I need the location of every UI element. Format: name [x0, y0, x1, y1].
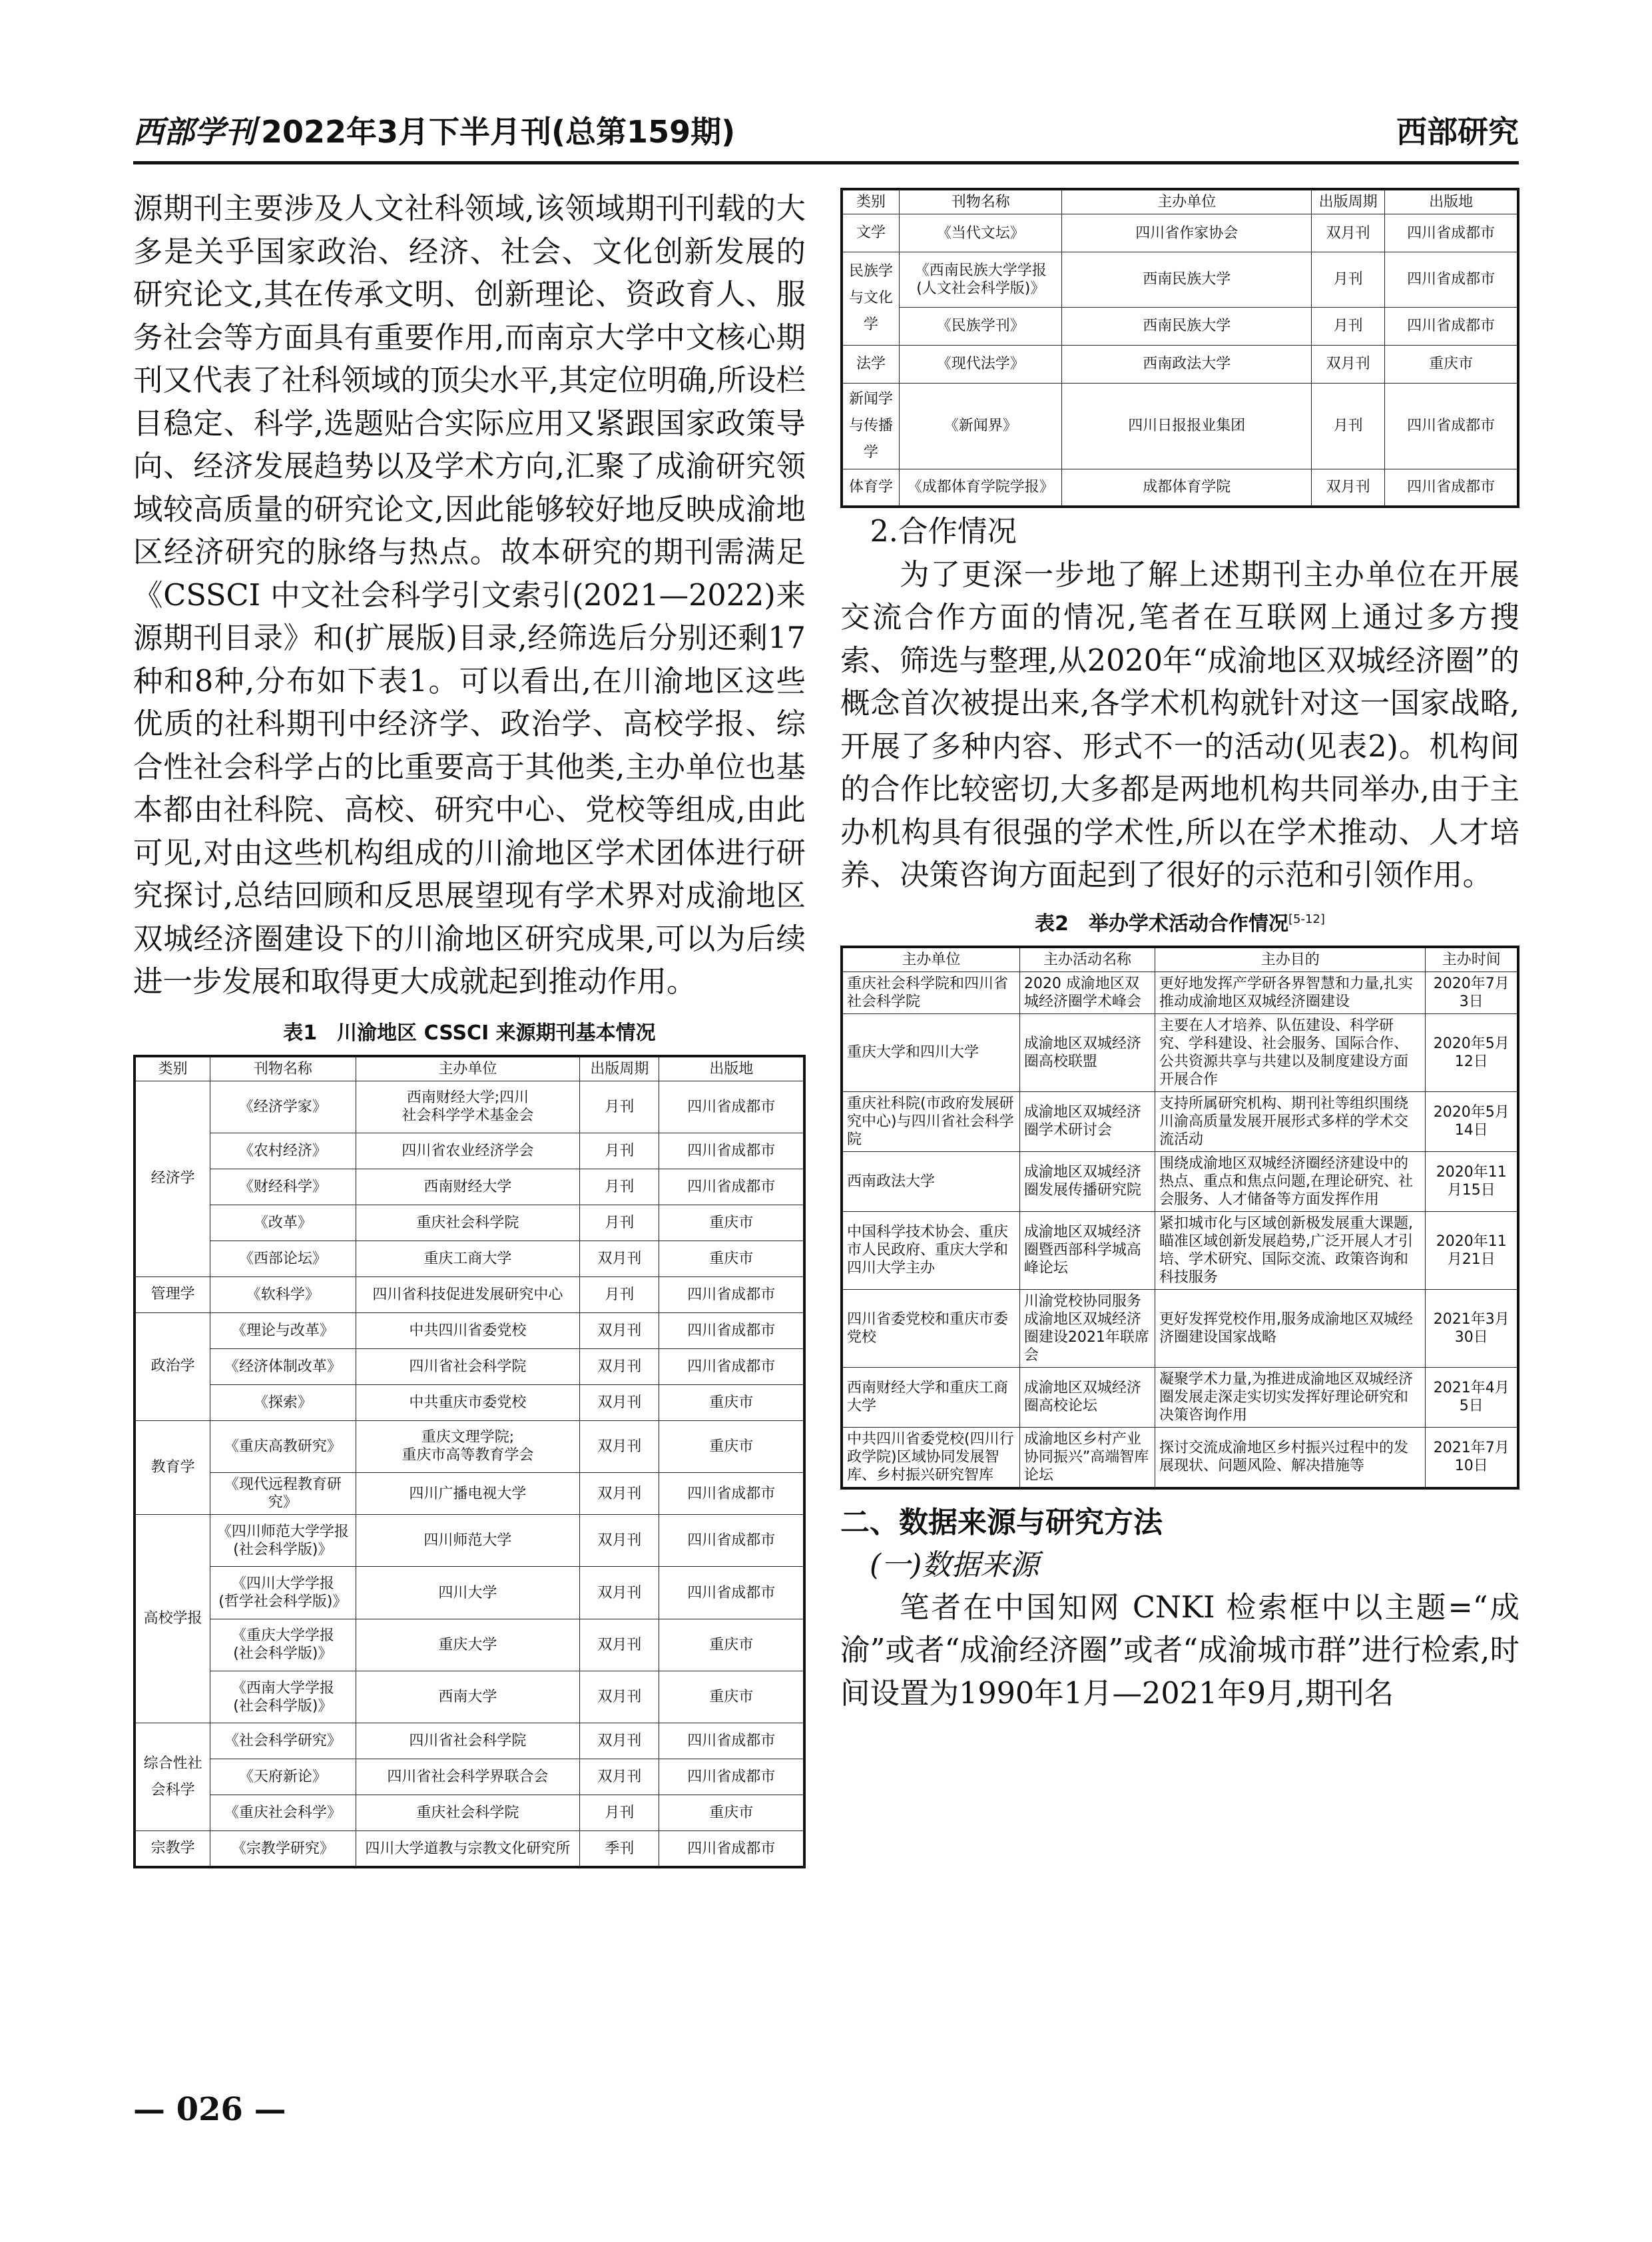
column-header: 出版周期 — [580, 1056, 659, 1081]
table-row — [842, 1367, 1518, 1427]
table-cell: 2020年5月14日 — [1426, 1091, 1518, 1151]
category-cell: 高校学报 — [135, 1515, 210, 1723]
table-cell: 双月刊 — [580, 1312, 659, 1348]
body-paragraph: 为了更深一步地了解上述期刊主办单位在开展交流合作方面的情况,笔者在互联网上通过多方搜索、筛选与整理,从2020年“成渝地区双城经济圈”的概念首次被提出来,各学术机构就针对这一国家战略,开展了多种内容、形式不一的活动(见表2)。机构间的合作比较密切,大多都是两地机构共同举办,由于主办机构具有很强的学术性,所以在学术推动、人才培养、决策咨询方面起到了很好的示范和引领作用。 — [840, 557, 1519, 893]
table-row — [135, 1133, 804, 1169]
table-cell: 成渝地区双城经济圈学术研讨会 — [1019, 1091, 1155, 1151]
table-cell: 《天府新论》 — [210, 1759, 356, 1795]
column-name: 西部研究 — [1396, 114, 1519, 150]
table-cell: 四川日报报业集团 — [1062, 383, 1312, 469]
table-row — [135, 1420, 804, 1472]
table-cell: 凝聚学术力量,为推进成渝地区双城经济圈发展走深走实切实发挥好理论研究和决策咨询作用 — [1155, 1367, 1426, 1427]
table-cell: 月刊 — [580, 1205, 659, 1241]
table-cell: 季刊 — [580, 1831, 659, 1867]
table-cell: 重庆工商大学 — [356, 1241, 580, 1276]
table-cell: 《重庆社会科学》 — [210, 1795, 356, 1831]
category-cell: 管理学 — [135, 1276, 210, 1312]
table-row — [842, 1211, 1518, 1289]
table-cell: 支持所属研究机构、期刊社等组织围绕川渝高质量发展开展形式多样的学术交流活动 — [1155, 1091, 1426, 1151]
table-cell: 四川省成都市 — [659, 1312, 804, 1348]
table-cell: 月刊 — [580, 1081, 659, 1133]
table-cell: 中共四川省委党校 — [356, 1312, 580, 1348]
table-cell: 重庆市 — [659, 1671, 804, 1723]
table-cell: 双月刊 — [1312, 469, 1385, 507]
table1 — [133, 1055, 806, 1868]
table-cell: 《西部论坛》 — [210, 1241, 356, 1276]
table-cell: 四川省委党校和重庆市委党校 — [842, 1289, 1019, 1367]
table-cell: 西南政法大学 — [842, 1151, 1019, 1211]
table-cell: 2020年7月3日 — [1426, 972, 1518, 1013]
table-cell: 双月刊 — [580, 1567, 659, 1619]
table2-citation: [5-12] — [1288, 912, 1325, 926]
table-cell: 双月刊 — [580, 1759, 659, 1795]
body-paragraph: 源期刊主要涉及人文社科领域,该领域期刊刊载的大多是关乎国家政治、经济、社会、文化创新发展的研究论文,其在传承文明、创新理论、资政育人、服务社会等方面具有重要作用,而南京大学中文核心期刊又代表了社科领域的顶尖水平,其定位明确,所设栏目稳定、科学,选题贴合实际应用又紧跟国家政策导向、经济发展趋势以及学术方向,汇聚了成渝研究领域较高质量的研究论文,因此能够较好地反映成渝地区经济研究的脉络与热点。故本研究的期刊需满足《CSSCI 中文社会科学引文索引(2021—2022)来源期刊目录》和(扩展版)目录,经筛选后分别还剩17种和8种,分布如下表1。可以看出,在川渝地区这些优质的社科期刊中经济学、政治学、高校学报、综合性社会科学占的比重要高于其他类,主办单位也基本都由社科院、高校、研究中心、党校等组成,由此可见,对由这些机构组成的川渝地区学术团体进行研究探讨,总结回顾和反思展望现有学术界对成渝地区双城经济圈建设下的川渝地区研究成果,可以为后续进一步发展和取得更大成就起到推动作用。 — [133, 192, 806, 999]
table-row — [842, 383, 1518, 469]
table-cell: 四川省成都市 — [659, 1133, 804, 1169]
table-cell: 双月刊 — [580, 1671, 659, 1723]
table-cell: 重庆社会科学院和四川省社会科学院 — [842, 972, 1019, 1013]
table-row — [842, 1091, 1518, 1151]
table-cell: 四川大学道教与宗教文化研究所 — [356, 1831, 580, 1867]
table-cell: 《经济体制改革》 — [210, 1348, 356, 1384]
table-cell: 双月刊 — [580, 1473, 659, 1515]
category-cell: 政治学 — [135, 1312, 210, 1420]
table-row — [842, 1151, 1518, 1211]
table-header-row — [135, 1056, 804, 1081]
table-cell: 2021年4月5日 — [1426, 1367, 1518, 1427]
table-cell: 《探索》 — [210, 1384, 356, 1420]
table-cell: 双月刊 — [580, 1723, 659, 1759]
column-header: 主办单位 — [356, 1056, 580, 1081]
table-cell: 重庆市 — [659, 1205, 804, 1241]
table-row — [842, 1013, 1518, 1091]
subheading-cooperation: 2.合作情况 — [870, 515, 1017, 549]
column-header: 刊物名称 — [900, 189, 1062, 214]
category-cell: 民族学与文化学 — [842, 252, 900, 346]
category-cell: 教育学 — [135, 1420, 210, 1514]
table-cell: 月刊 — [580, 1169, 659, 1205]
table-cell: 《宗教学研究》 — [210, 1831, 356, 1867]
table-row — [842, 469, 1518, 507]
table-row — [135, 1671, 804, 1723]
left-column — [133, 188, 806, 1868]
table-cell: 四川省成都市 — [1385, 252, 1518, 308]
table-cell: 四川省成都市 — [659, 1515, 804, 1567]
table-cell: 重庆市 — [659, 1420, 804, 1472]
table-cell: 西南政法大学 — [1062, 345, 1312, 383]
table-cell: 主要在人才培养、队伍建设、科学研究、学科建设、社会服务、国际合作、公共资源共享与共建以及制度建设方面开展合作 — [1155, 1013, 1426, 1091]
table-cell: 四川省成都市 — [1385, 383, 1518, 469]
subsection-heading: (一)数据来源 — [870, 1547, 1039, 1582]
table-cell: 四川省社会科学院 — [356, 1348, 580, 1384]
table-cell: 四川师范大学 — [356, 1515, 580, 1567]
table-cell: 成渝地区双城经济圈发展传播研究院 — [1019, 1151, 1155, 1211]
table-row — [135, 1619, 804, 1671]
table-cell: 《成都体育学院学报》 — [900, 469, 1062, 507]
table-cell: 双月刊 — [580, 1348, 659, 1384]
column-header: 主办单位 — [1062, 189, 1312, 214]
body-paragraph: 笔者在中国知网 CNKI 检索框中以主题=“成渝”或者“成渝经济圈”或者“成渝城市群”进行检索,时间设置为1990年1月—2021年9月,期刊名 — [840, 1590, 1519, 1711]
journal-logo: 西部学刊 — [133, 114, 256, 150]
table2-caption — [840, 907, 1519, 936]
table-header-row — [842, 947, 1518, 972]
table-row — [135, 1723, 804, 1759]
column-header: 出版周期 — [1312, 189, 1385, 214]
table-cell: 《社会科学研究》 — [210, 1723, 356, 1759]
table1-continued — [840, 188, 1519, 508]
table-cell: 四川省成都市 — [1385, 307, 1518, 345]
table-cell: 《西南大学学报 (社会科学版)》 — [210, 1671, 356, 1723]
table-cell: 四川省农业经济学会 — [356, 1133, 580, 1169]
table-cell: 中共四川省委党校(四川行政学院)区域协同发展智库、乡村振兴研究智库 — [842, 1427, 1019, 1488]
column-header: 主办单位 — [842, 947, 1019, 972]
column-header: 主办活动名称 — [1019, 947, 1155, 972]
table-row — [842, 307, 1518, 345]
table-cell: 《理论与改革》 — [210, 1312, 356, 1348]
table-cell: 四川省成都市 — [659, 1169, 804, 1205]
table-cell: 四川大学 — [356, 1567, 580, 1619]
table-cell: 双月刊 — [580, 1241, 659, 1276]
table-cell: 成渝地区双城经济圈暨西部科学城高峰论坛 — [1019, 1211, 1155, 1289]
table-row — [135, 1241, 804, 1276]
table-cell: 四川省作家协会 — [1062, 214, 1312, 252]
category-cell: 文学 — [842, 214, 900, 252]
column-header: 出版地 — [1385, 189, 1518, 214]
category-cell: 宗教学 — [135, 1831, 210, 1867]
table-cell: 双月刊 — [580, 1420, 659, 1472]
table-cell: 中国科学技术协会、重庆市人民政府、重庆大学和四川大学主办 — [842, 1211, 1019, 1289]
table-cell: 四川省成都市 — [659, 1348, 804, 1384]
table-cell: 《改革》 — [210, 1205, 356, 1241]
table-row — [842, 345, 1518, 383]
category-cell: 经济学 — [135, 1081, 210, 1276]
table-cell: 四川省成都市 — [659, 1276, 804, 1312]
table-cell: 四川省成都市 — [659, 1759, 804, 1795]
page-number: — 026 — — [133, 2091, 286, 2128]
table-cell: 西南民族大学 — [1062, 307, 1312, 345]
table-cell: 《重庆高教研究》 — [210, 1420, 356, 1472]
table-cell: 重庆市 — [659, 1241, 804, 1276]
table-row — [842, 214, 1518, 252]
table-cell: 《软科学》 — [210, 1276, 356, 1312]
table-cell: 西南财经大学和重庆工商大学 — [842, 1367, 1019, 1427]
table-cell: 2020年11月15日 — [1426, 1151, 1518, 1211]
table-cell: 四川省成都市 — [659, 1723, 804, 1759]
running-header — [133, 108, 1519, 164]
table-row — [135, 1473, 804, 1515]
table-cell: 双月刊 — [580, 1515, 659, 1567]
table-cell: 《新闻界》 — [900, 383, 1062, 469]
table-cell: 2020 成渝地区双城经济圈学术峰会 — [1019, 972, 1155, 1013]
table-cell: 双月刊 — [1312, 345, 1385, 383]
table-cell: 重庆大学和四川大学 — [842, 1013, 1019, 1091]
table-cell: 《农村经济》 — [210, 1133, 356, 1169]
table-cell: 四川省科技促进发展研究中心 — [356, 1276, 580, 1312]
table-row — [135, 1759, 804, 1795]
table-cell: 2020年11月21日 — [1426, 1211, 1518, 1289]
table-cell: 四川省成都市 — [659, 1081, 804, 1133]
issue-info: 2022年3月下半月刊(总第159期) — [261, 114, 736, 150]
table-row — [135, 1205, 804, 1241]
table-cell: 重庆市 — [659, 1795, 804, 1831]
table-cell: 西南大学 — [356, 1671, 580, 1723]
table-cell: 围绕成渝地区双城经济圈经济建设中的热点、重点和焦点问题,在理论研究、社会服务、人才储备等方面发挥作用 — [1155, 1151, 1426, 1211]
table-cell: 重庆社会科学院 — [356, 1205, 580, 1241]
table-row — [135, 1567, 804, 1619]
table-cell: 《四川师范大学学报 (社会科学版)》 — [210, 1515, 356, 1567]
table-cell: 月刊 — [580, 1133, 659, 1169]
table-cell: 成都体育学院 — [1062, 469, 1312, 507]
table-row — [135, 1384, 804, 1420]
header-left — [133, 108, 735, 152]
table-cell: 《重庆大学学报 (社会科学版)》 — [210, 1619, 356, 1671]
category-cell: 法学 — [842, 345, 900, 383]
table-cell: 月刊 — [1312, 383, 1385, 469]
table-cell: 2020年5月12日 — [1426, 1013, 1518, 1091]
table-cell: 探讨交流成渝地区乡村振兴过程中的发展现状、问题风险、解决措施等 — [1155, 1427, 1426, 1488]
table-cell: 月刊 — [580, 1795, 659, 1831]
table-cell: 成渝地区乡村产业协同振兴”高端智库论坛 — [1019, 1427, 1155, 1488]
table-row — [135, 1276, 804, 1312]
table-cell: 《当代文坛》 — [900, 214, 1062, 252]
table-row — [135, 1831, 804, 1867]
table-cell: 更好地发挥产学研各界智慧和力量,扎实推动成渝地区双城经济圈建设 — [1155, 972, 1426, 1013]
table-cell: 《财经科学》 — [210, 1169, 356, 1205]
column-header: 类别 — [842, 189, 900, 214]
table-cell: 重庆市 — [659, 1619, 804, 1671]
table-row — [842, 1427, 1518, 1488]
table-cell: 《现代法学》 — [900, 345, 1062, 383]
table2 — [840, 946, 1519, 1490]
table-cell: 双月刊 — [580, 1619, 659, 1671]
table-cell: 成渝地区双城经济圈高校联盟 — [1019, 1013, 1155, 1091]
table-cell: 四川广播电视大学 — [356, 1473, 580, 1515]
table-header-row — [842, 189, 1518, 214]
table-row — [135, 1081, 804, 1133]
table-row — [842, 1289, 1518, 1367]
table-cell: 2021年7月10日 — [1426, 1427, 1518, 1488]
table-cell: 西南财经大学;四川 社会科学学术基金会 — [356, 1081, 580, 1133]
column-header: 刊物名称 — [210, 1056, 356, 1081]
table-cell: 紧扣城市化与区域创新极发展重大课题,瞄准区域创新发展趋势,广泛开展人才引培、学术研究、国际交流、政策咨询和科技服务 — [1155, 1211, 1426, 1289]
table-cell: 《民族学刊》 — [900, 307, 1062, 345]
table-row — [135, 1515, 804, 1567]
table-cell: 西南民族大学 — [1062, 252, 1312, 308]
table-cell: 重庆市 — [659, 1384, 804, 1420]
table-cell: 《经济学家》 — [210, 1081, 356, 1133]
table-cell: 月刊 — [1312, 307, 1385, 345]
table-cell: 四川省社会科学界联合会 — [356, 1759, 580, 1795]
table-row — [135, 1312, 804, 1348]
table-cell: 重庆大学 — [356, 1619, 580, 1671]
table-cell: 更好发挥党校作用,服务成渝地区双城经济圈建设国家战略 — [1155, 1289, 1426, 1367]
table-cell: 西南财经大学 — [356, 1169, 580, 1205]
table-cell: 《现代远程教育研究》 — [210, 1473, 356, 1515]
table-row — [135, 1348, 804, 1384]
table-cell: 2021年3月30日 — [1426, 1289, 1518, 1367]
column-header: 出版地 — [659, 1056, 804, 1081]
table-cell: 重庆文理学院; 重庆市高等教育学会 — [356, 1420, 580, 1472]
table-cell: 双月刊 — [1312, 214, 1385, 252]
table-cell: 重庆市 — [1385, 345, 1518, 383]
table-cell: 四川省成都市 — [1385, 469, 1518, 507]
column-header: 主办时间 — [1426, 947, 1518, 972]
table-row — [135, 1795, 804, 1831]
table-row — [842, 972, 1518, 1013]
column-header: 类别 — [135, 1056, 210, 1081]
table-cell: 四川省成都市 — [659, 1567, 804, 1619]
table-cell: 《四川大学学报 (哲学社会科学版)》 — [210, 1567, 356, 1619]
table-cell: 重庆社会科学院 — [356, 1795, 580, 1831]
category-cell: 综合性社会科学 — [135, 1723, 210, 1831]
table-cell: 《西南民族大学学报 (人文社会科学版)》 — [900, 252, 1062, 308]
table-cell: 中共重庆市委党校 — [356, 1384, 580, 1420]
table-cell: 四川省社会科学院 — [356, 1723, 580, 1759]
table-row — [135, 1169, 804, 1205]
table-cell: 成渝地区双城经济圈高校论坛 — [1019, 1367, 1155, 1427]
table-row — [842, 252, 1518, 308]
table-cell: 双月刊 — [580, 1384, 659, 1420]
table-cell: 四川省成都市 — [1385, 214, 1518, 252]
section-heading: 二、数据来源与研究方法 — [840, 1505, 1163, 1540]
table-cell: 重庆社科院(市政府发展研究中心)与四川省社会科学院 — [842, 1091, 1019, 1151]
category-cell: 新闻学与传播学 — [842, 383, 900, 469]
category-cell: 体育学 — [842, 469, 900, 507]
table-cell: 四川省成都市 — [659, 1831, 804, 1867]
table-cell: 四川省成都市 — [659, 1473, 804, 1515]
table2-caption-text: 表2 举办学术活动合作情况 — [1035, 912, 1288, 936]
table-cell: 月刊 — [1312, 252, 1385, 308]
right-column — [840, 188, 1519, 1715]
table1-caption: 表1 川渝地区 CSSCI 来源期刊基本情况 — [283, 1021, 656, 1045]
table-cell: 川渝党校协同服务成渝地区双城经济圈建设2021年联席会 — [1019, 1289, 1155, 1367]
table-cell: 月刊 — [580, 1276, 659, 1312]
column-header: 主办目的 — [1155, 947, 1426, 972]
